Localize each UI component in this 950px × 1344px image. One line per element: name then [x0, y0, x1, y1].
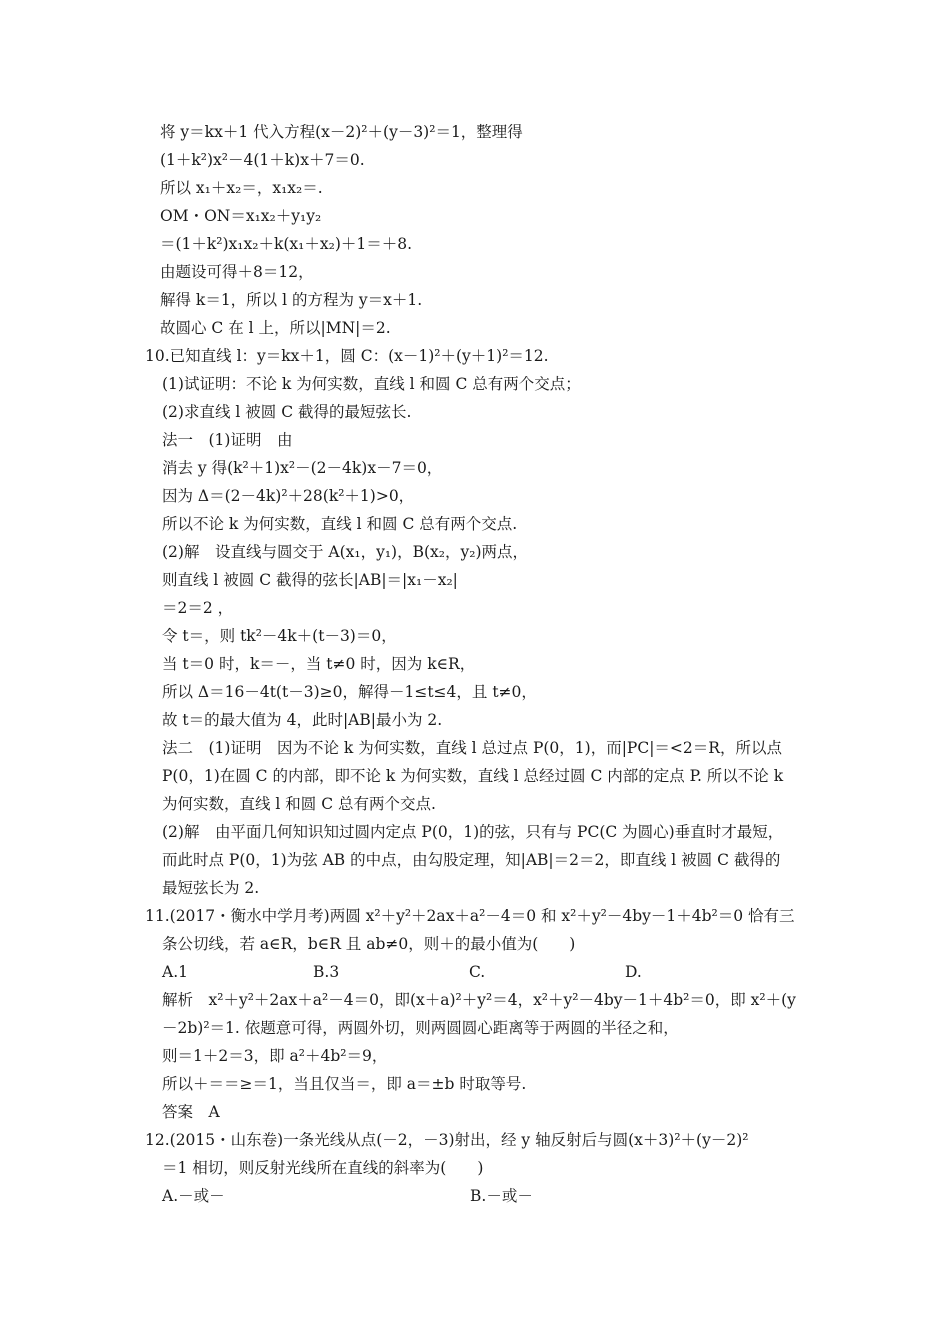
text-line: 而此时点 P(0，1)为弦 AB 的中点，由勾股定理，知|AB|＝2＝2，即直线 l 被圆 C 截得的 — [162, 851, 781, 869]
text-line: P(0，1)在圆 C 的内部，即不论 k 为何实数，直线 l 总经过圆 C 内部的定点 P. 所以不论 k — [162, 767, 784, 785]
text-line: (2)求直线 l 被圆 C 截得的最短弦长. — [162, 403, 412, 421]
text-line: 令 t＝，则 tk²－4k＋(t－3)＝0， — [162, 627, 397, 645]
question-10-stem: 10.已知直线 l：y＝kx＋1，圆 C：(x－1)²＋(y＋1)²＝12. — [145, 347, 549, 365]
text-line: －2b)²＝1. 依题意可得，两圆外切，则两圆圆心距离等于两圆的半径之和， — [162, 1019, 679, 1037]
text-line: 消去 y 得(k²＋1)x²－(2－4k)x－7＝0， — [162, 459, 443, 477]
text-line: (2)解 设直线与圆交于 A(x₁，y₁)，B(x₂，y₂)两点， — [162, 543, 529, 561]
text-line: 因为 Δ＝(2－4k)²＋28(k²＋1)>0， — [162, 487, 415, 505]
question-12-stem: 12.(2015・山东卷)一条光线从点(－2，－3)射出，经 y 轴反射后与圆(x＋3)²＋(y－2)² — [145, 1131, 749, 1149]
q11-option-a: A.1 — [162, 963, 188, 981]
text-line: 将 y＝kx＋1 代入方程(x－2)²＋(y－3)²＝1，整理得 — [160, 123, 523, 141]
q11-option-b: B.3 — [313, 963, 340, 981]
text-line: ＝1 相切，则反射光线所在直线的斜率为( ) — [162, 1159, 484, 1177]
text-line: 所以 Δ＝16－4t(t－3)≥0，解得－1≤t≤4，且 t≠0， — [162, 683, 537, 701]
text-line: 条公切线，若 a∈R，b∈R 且 ab≠0，则＋的最小值为( ) — [162, 935, 576, 953]
text-line: 所以 x₁＋x₂＝，x₁x₂＝. — [160, 179, 323, 197]
question-11-stem: 11.(2017・衡水中学月考)两圆 x²＋y²＋2ax＋a²－4＝0 和 x²＋y²－4by－1＋4b²＝0 恰有三 — [145, 907, 795, 925]
text-line: 故圆心 C 在 l 上，所以|MN|＝2. — [160, 319, 391, 337]
text-line: 所以不论 k 为何实数，直线 l 和圆 C 总有两个交点. — [162, 515, 518, 533]
text-line: (1)试证明：不论 k 为何实数，直线 l 和圆 C 总有两个交点； — [162, 375, 581, 393]
text-line: 则＝1＋2＝3，即 a²＋4b²＝9， — [162, 1047, 388, 1065]
text-line: 法二 (1)证明 因为不论 k 为何实数，直线 l 总过点 P(0，1)，而|PC|＝<2＝R，所以点 — [162, 739, 782, 757]
q11-option-d: D. — [625, 963, 642, 981]
text-line: 故 t＝的最大值为 4，此时|AB|最小为 2. — [162, 711, 443, 729]
answer-line: 答案 A — [162, 1103, 220, 1121]
text-line: 当 t＝0 时，k＝－，当 t≠0 时，因为 k∈R， — [162, 655, 476, 673]
text-line: 法一 (1)证明 由 — [162, 431, 293, 449]
text-line: 由题设可得＋8＝12， — [160, 263, 314, 281]
q12-option-b: B.－或－ — [470, 1187, 533, 1205]
text-line: 为何实数，直线 l 和圆 C 总有两个交点. — [162, 795, 436, 813]
text-line: OM・ON＝x₁x₂＋y₁y₂ — [160, 207, 322, 225]
text-line: (1＋k²)x²－4(1＋k)x＋7＝0. — [160, 151, 365, 169]
text-line: 则直线 l 被圆 C 截得的弦长|AB|＝|x₁－x₂| — [162, 571, 458, 589]
q12-option-a: A.－或－ — [162, 1187, 225, 1205]
text-line: 解得 k＝1，所以 l 的方程为 y＝x＋1. — [160, 291, 423, 309]
text-line: 解析 x²＋y²＋2ax＋a²－4＝0，即(x＋a)²＋y²＝4，x²＋y²－4by－1＋4b²＝0，即 x²＋(y — [162, 991, 796, 1009]
text-line: ＝(1＋k²)x₁x₂＋k(x₁＋x₂)＋1＝＋8. — [160, 235, 413, 253]
text-line: 最短弦长为 2. — [162, 879, 260, 897]
text-line: 所以＋＝＝≥＝1，当且仅当＝，即 a＝±b 时取等号. — [162, 1075, 527, 1093]
text-line: ＝2＝2 ， — [162, 599, 234, 617]
q11-option-c: C. — [469, 963, 486, 981]
text-line: (2)解 由平面几何知识知过圆内定点 P(0，1)的弦，只有与 PC(C 为圆心)垂直时才最短， — [162, 823, 784, 841]
